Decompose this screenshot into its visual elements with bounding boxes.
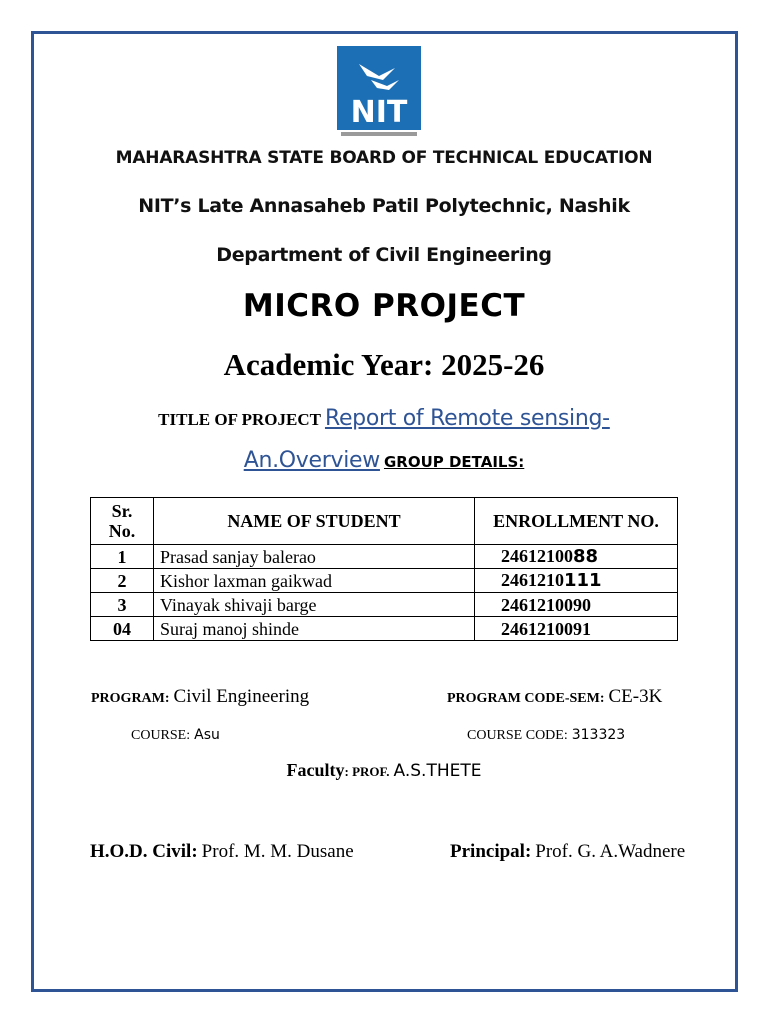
row-sr: 1 — [91, 545, 154, 569]
project-title-part-1: Report of Remote sensing- — [324, 406, 610, 431]
faculty-label: Faculty — [286, 760, 345, 780]
header-sr-no: Sr. No. — [91, 498, 154, 545]
row-sr: 04 — [91, 617, 154, 641]
faculty-value: A.S.THETE — [393, 761, 482, 781]
group-details-label: GROUP DETAILS: — [383, 453, 525, 471]
institute-name: NIT’s Late Annasaheb Patil Polytechnic, Nashik — [138, 195, 630, 217]
program-code-value: CE-3K — [608, 686, 663, 707]
enrollment-part-large: 111 — [564, 570, 602, 591]
project-title-part-2: An.Overview — [243, 448, 380, 473]
project-title-line-2 — [0, 448, 768, 473]
course-code-value: 313323 — [571, 727, 626, 743]
course-label: COURSE: — [131, 728, 191, 743]
program-code-field — [447, 686, 662, 708]
row-name: Vinayak shivaji barge — [154, 593, 475, 617]
row-enrollment — [475, 569, 678, 593]
row-name: Kishor laxman gaikwad — [154, 569, 475, 593]
bird-logo-icon — [337, 46, 421, 140]
program-field — [91, 686, 309, 708]
course-code-label: COURSE CODE: — [467, 728, 568, 743]
row-name: Suraj manoj shinde — [154, 617, 475, 641]
enrollment-part-large: 88 — [573, 546, 599, 567]
hod-label: H.O.D. Civil: — [90, 841, 198, 862]
hod-value: Prof. M. M. Dusane — [201, 841, 354, 862]
table-row — [91, 545, 678, 569]
table-row — [91, 569, 678, 593]
logo-text: NIT — [350, 95, 408, 130]
table-header-row — [91, 498, 678, 545]
department-name: Department of Civil Engineering — [216, 244, 552, 266]
principal-value: Prof. G. A.Wadnere — [535, 841, 686, 862]
course-value: Asu — [194, 727, 220, 743]
course-field — [131, 726, 220, 744]
course-code-field — [467, 726, 625, 744]
board-name: MAHARASHTRA STATE BOARD OF TECHNICAL EDUCATION — [115, 148, 653, 168]
faculty-field — [0, 760, 768, 781]
row-enrollment — [475, 545, 678, 569]
header-enrollment: ENROLLMENT NO. — [475, 498, 678, 545]
principal-field — [450, 841, 685, 863]
enrollment-part: 2461210090 — [501, 594, 591, 615]
enrollment-part: 2461210091 — [501, 618, 591, 639]
row-sr: 2 — [91, 569, 154, 593]
row-enrollment — [475, 617, 678, 641]
table-row — [91, 617, 678, 641]
row-name: Prasad sanjay balerao — [154, 545, 475, 569]
program-label: PROGRAM: — [91, 691, 170, 706]
hod-field — [90, 841, 354, 863]
project-title-line-1 — [0, 406, 768, 431]
faculty-prefix: : PROF. — [344, 764, 390, 779]
enrollment-part: 24612100 — [501, 546, 573, 566]
row-sr: 3 — [91, 593, 154, 617]
principal-label: Principal: — [450, 841, 532, 862]
program-value: Civil Engineering — [173, 686, 310, 707]
table-row — [91, 593, 678, 617]
nit-logo — [337, 46, 421, 140]
academic-year: Academic Year: 2025-26 — [223, 347, 545, 382]
header-student-name: NAME OF STUDENT — [154, 498, 475, 545]
student-table — [90, 497, 678, 641]
row-enrollment — [475, 593, 678, 617]
title-label: TITLE OF PROJECT — [158, 410, 321, 429]
enrollment-part: 2461210 — [501, 570, 564, 590]
program-code-label: PROGRAM CODE-SEM: — [447, 691, 605, 706]
document-type: MICRO PROJECT — [242, 288, 526, 324]
